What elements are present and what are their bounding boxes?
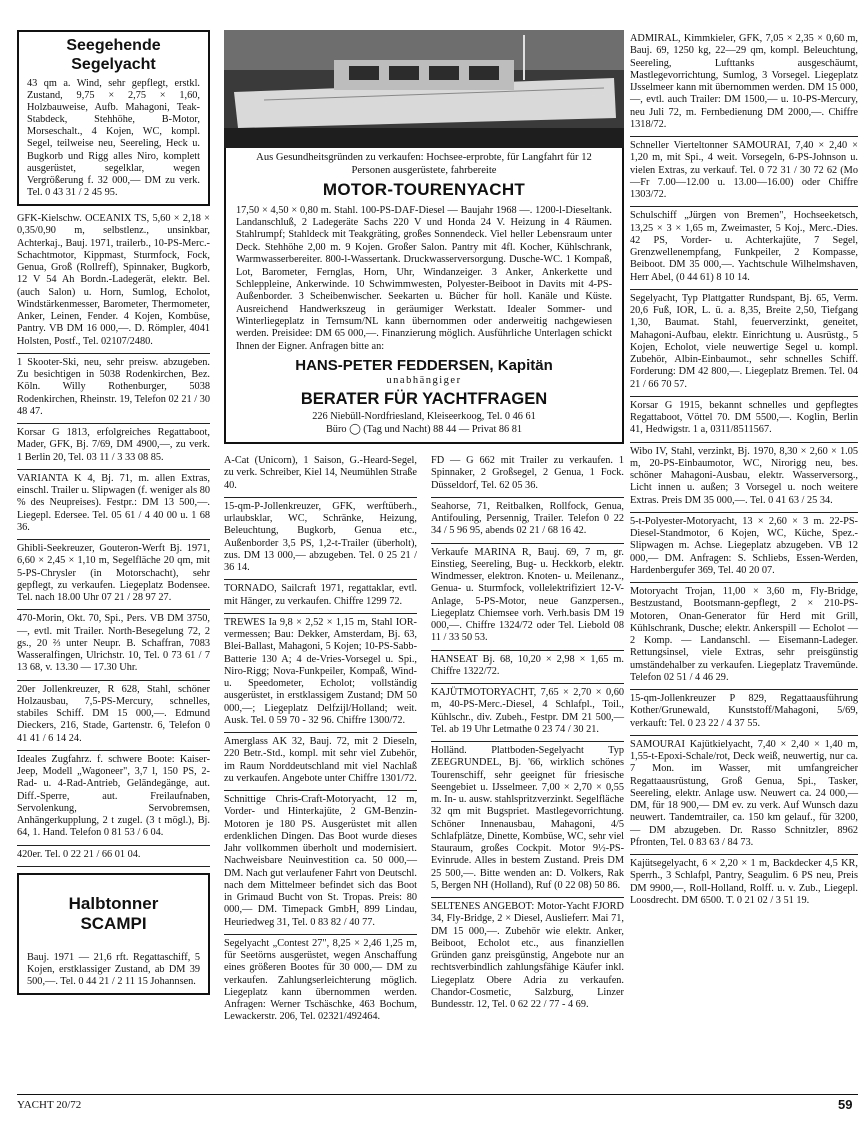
classified-ad [630, 443, 858, 513]
halbtonner-subtitle: SCAMPI [80, 913, 147, 933]
ad-text: Schneller Vierteltonner SAMOURAI, 7,40 × 2,40 × 1,20 m, mit Spi., 4 weit. Vorsegeln, 6-PS-Johnson u. vielen Extras, zu verkauf. Tel. 0 72 31 / 30 72 62 (Mo—Fr 7.00—12.00 u. 13.00—16.00) oder Chiffre 1303/72. [630, 140, 858, 200]
classified-ad [630, 513, 858, 583]
classified-ad [630, 690, 858, 736]
classified-ad [17, 610, 210, 680]
ad-text: Schnittige Chris-Craft-Motoryacht, 12 m, Vorder- und Hinterkajüte, 2 GM-Benzin-Motoren je 180 PS. Ausgerüstet mit allen erdenklichen Dingen. Das Boot wurde dieses Jahr vollkommen überholt und modernisiert. Nachweisbare Neuinvestition ca. 50 000,— DM. Nach gut verlaufener Fahrt von Deutschl. nach dem Mittelmeer befindet sich das Boot in Grimaud Bucht von St. Tropas. Preis: 80 000,— DM. Timepack GmbH, 899 Lindau, Heuriedweg 31, Tel. 0 83 82 / 40 77. [224, 794, 417, 928]
classified-ad [224, 452, 417, 498]
ad-box-halbtonner [17, 873, 210, 996]
classified-ad [224, 614, 417, 733]
right-column [630, 30, 858, 912]
ad-text: KAJÜTMOTORYACHT, 7,65 × 2,70 × 0,60 m, 40-PS-Merc.-Diesel, 4 Schlafpl., Toil., Kühlschr., div. Zubeh., Festpr. DM 21 500,— Tel. ab 19 Uhr Letmathe 0 23 74 / 30 21. [431, 687, 624, 735]
classified-ad [630, 137, 858, 207]
classified-ad [17, 751, 210, 846]
classified-ad [17, 354, 210, 424]
ad-text: VARIANTA K 4, Bj. 71, m. allen Extras, einschl. Trailer u. Slipwagen (f. weniger als 80 % des Neupreises). Festpr.: DM 13 500,—. Liegepl. Edersee. Tel. 05 61 / 4 40 00 u. 1 68 36. [17, 472, 210, 533]
classified-ad [431, 544, 624, 651]
classified-ad [17, 424, 210, 470]
magazine-issue: YACHT 20/72 [17, 1099, 82, 1111]
classified-ad [17, 470, 210, 540]
ad-text: 15-qm-Jollenkreuzer P 829, Regattaausführung Kother/Grunewald, Kunststoff/Mahagoni, 5/69, verkauft: Tel. 0 23 22 / 4 37 55. [630, 693, 858, 729]
left-column [17, 30, 210, 999]
ad-text: SAMOURAI Kajütkielyacht, 7,40 × 2,40 × 1,40 m, 1,55-t-Epoxi-Schale/rot, Deck weiß, neuwertig, nur ca. 7 Mon. im Wasser, mit umfangreicher Regattaausrüstung, Groß Genua, Spi., Tasker, Seereling, elektr. Anlage usw. Neuwert ca. 24 000,— DM, für 18 900,— DM ev. zu verk. Auf Wunsch dazu neuwert. Tandemtrailer, ca. 150 km gelauf., für 3200,— DM abzugeben. Dr. Rasso Schnitzler, 8962 Pfronten, Tel. 0 83 63 / 84 73. [630, 738, 858, 848]
classified-ad [431, 651, 624, 685]
motor-unabhaengig: unabhängiger [386, 374, 462, 386]
classified-ad [17, 210, 210, 354]
ad-text: 20er Jollenkreuzer, R 628, Stahl, schöner Holzausbau, 7,5-PS-Mercury, schnelles, stabiles Schiff. DM 15 000,—. Edmund Dieckers, 216, Stade, Gartenstr. 6, Telefon 0 41 41 / 6 14 24. [17, 683, 210, 744]
ad-text: Wibo IV, Stahl, verzinkt, Bj. 1970, 8,30 × 2,60 × 1.05 m, 20-PS-Einbaumotor, WC, Nirorigg neu, bes. schöner Mahagoni-Ausbau, elektr. Wasserversorg., Licht innen u. außen; 3 Vorsegel u. noch weitere Extras. Preis DM 35 000,—. Tel. 0 41 63 / 25 34. [630, 445, 858, 506]
classified-ad [630, 397, 858, 443]
classified-ad [17, 540, 210, 610]
motor-address: 226 Niebüll-Nordfriesland, Kleiseerkoog, Tel. 0 46 61 [312, 411, 536, 423]
ad-text: 1 Skooter-Ski, neu, sehr preisw. abzugeben. Zu besichtigen in 5038 Rodenkirchen, Bez. Köln. Willy Rothenburger, 5038 Rodenkirchen, Rheinstr. 19, Telefon 02 21 / 30 48 47. [17, 356, 210, 417]
classified-ad [431, 452, 624, 498]
ad-text: FD — G 662 mit Trailer zu verkaufen. 1 Spinnaker, 2 Großsegel, 2 Genua, 1 Fock. Düsseldorf, Tel. 62 05 36. [431, 455, 624, 491]
ad-text: Amerglass AK 32, Bauj. 72, mit 2 Dieseln, 220 Betr.-Std., kompl. mit sehr viel Zubehör, im Raum Norddeutschland mit viel Nachlaß zu verkaufen. Angebote unter Chiffre 1301/72. [224, 736, 417, 784]
ad-text: Ghibli-Seekreuzer, Gouteron-Werft Bj. 1971, 6,60 × 2,45 × 1,10 m, Segelfläche 20 qm, mit 5-PS-Chrysler (in Motorschacht), sehr gepflegt, zu verkaufen. Liegeplatz Bodensee. Tel. nach 18.00 Uhr 07 21 / 28 97 27. [17, 543, 210, 604]
motor-title: MOTOR-TOURENYACHT [322, 180, 526, 200]
classified-ad [224, 791, 417, 935]
ad-text: Holländ. Plattboden-Segelyacht Typ ZEEGRUNDEL, Bj. '66, wirklich schönes Tourenschiff, sehr geeignet für friesische Seengebiet u. IJsselmeer. 7,00 × 2,70 × 0,55 m. In- u. ausw. stahlspritzverzinkt. Segelfläche 32 qm mit Bugspriet. Mastlegevorrichtung. Schöner Innenausbau, Mahagoni, 4/5 Schlafplätze, Dinette, Kombüse, WC, sehr viel Stauraum, großes Cockpit. Motor 9½-PS-Evinrude. Alles in bestem Zustand. Preis DM 25 500,—. Bitte wenden an: D. Volkers, Rak 5, Bergen NH (Holland), Ruf (0 22 08) 50 86. [431, 745, 624, 891]
ad-text: Korsar G 1915, bekannt schnelles und gepflegtes Regattaboot, Vöttel 70. DM 5500,—. Koglin, Berlin 41, Hedwigstr. 1 a, 0311/8511567. [630, 399, 858, 436]
ad-text: 15-qm-P-Jollenkreuzer, GFK, werftüberh., urlaubsklar, WC, Schränke, Heizung, Beleuchtung, Bugkorb, Genua etc., Außenborder 3,5 PS, 1,2-t-Trailer (überholt), zus. DM 13 000,— abzugeben. Tel. 0 25 21 / 36 14. [224, 500, 417, 573]
ad-text: Motoryacht Trojan, 11,00 × 3,60 m, Fly-Bridge, Bestzustand, Bootsmann-gepflegt, 2 × 210-PS-Motoren, Onan-Generator für Herd mit Grill, Kühlschrank, Dusche; elektr. Ankerspill — Echolot — 2 Komp. — Landanschl. — Eisemann-Ladeger. Rettungsinsel, viele Extras, sehr preisgünstig umständehalber zu verkaufen. Liegeplatz Travemünde. Telefon 02 51 / 4 46 29. [630, 586, 858, 683]
classified-ad [224, 935, 417, 1029]
ad-text: 5-t-Polyester-Motoryacht, 13 × 2,60 × 3 m. 22-PS-Diesel-Standmotor, 6 Kojen, WC, Küche, Spez.-Slipwagen m. Achse. Liegeplatz abzugeben. VB 12 000,— DM. Anfragen: S. Schliebs, Essen-Werden, Hardenbergufer 369, Tel. 40 20 07. [630, 515, 858, 576]
classified-ad [224, 580, 417, 614]
classified-ad [630, 207, 858, 290]
classified-ad [630, 30, 858, 137]
motor-body: 17,50 × 4,50 × 0,80 m. Stahl. 100-PS-DAF-Diesel — Baujahr 1968 —. 1200-l-Dieseltank. Landanschluß, 2 Ladegeräte Sachs 220 V und Honda 24 V. Heizung in 4 Räumen. Stahlrumpf; Stahldeck mit Teakgräting, großes Sonnendeck. Viel heller Lebensraum unter Deck. Stehhöhe 2,00 m. 9 Kojen. Großer Salon. Pantry mit 4fl. Kocher, Kühlschrank, Warmwasserbereiter. 800-l-Wassertank. Druckwasserversorgung. Dusche-WC. 1 Kompaß, Lot, Barometer, Fernglas, Horn, Uhr, Windanzeiger. 3 Anker, Ankerkette und Schleppleine, Ankerwinde. 10 Schwimmwesten, Polyester-Beiboot in Davits mit 4-PS-Außenborder. 3 Scheibenwischer. Seekarten u. Bücher für holl. Kanäle und Küste. Ausreichend Handwerkszeug in geräumiger Werkstatt. Idealer Sommer- und Winterliegeplatz in Ternsum/NL kann übernommen oder anderweitig nachgewiesen werden. Preisidee: DM 65 000,—. Finanzierung möglich. Ausführliche Unterlagen schickt Ihnen der Eigner. Anfragen bitte an: [236, 204, 612, 352]
classified-ad [630, 855, 858, 912]
ad-text: 470-Morin, Okt. 70, Spi., Pers. VB DM 3750,—, evtl. mit Trailer. North-Besegelung 72, 2 gs., 20 ⅔ unter Neupr. B. Schaffran, 7083 Wasseralfingen, Ulrichstr. 10, Tel. 0 73 61 / 7 13 68, v. 13.30 — 17.30 Uhr. [17, 613, 210, 674]
middle-subcolumns [224, 452, 624, 1029]
middle-column [224, 30, 624, 1029]
middle-left-subcolumn [224, 452, 417, 1029]
footer-rule [17, 1094, 858, 1095]
ad-box-title: Seegehende Segelyacht [66, 37, 161, 73]
ad-text: ADMIRAL, Kimmkieler, GFK, 7,05 × 2,35 × 0,60 m, Bauj. 69, 1250 kg, 22—29 qm, kompl. Beleuchtung, Seereling, Lufttanks ausgeschäumt, Mastlegevorrichtung, Sumlog, 3 Vorsegel. Liegeplatz IJsselmeer kann mit übernommen werden. DM 15 000,—, evtl. auch Trailer: DM 1500,— u. 10-PS-Mercury, neu Juli 72, m. Fernbedienung DM 2000,—. Chiffre 1318/72. [630, 33, 858, 130]
classified-ad [224, 733, 417, 791]
ad-box-segelyacht [17, 30, 210, 206]
motor-contact-name: HANS-PETER FEDDERSEN, Kapitän [295, 356, 553, 374]
classified-ad [17, 681, 210, 751]
motor-phone: Büro ◯ (Tag und Nacht) 88 44 — Privat 86 81 [325, 423, 523, 435]
classified-ad [630, 583, 858, 690]
page-number: 59 [838, 1097, 853, 1112]
ad-text: HANSEAT Bj. 68, 10,20 × 2,98 × 1,65 m. Chiffre 1322/72. [431, 653, 624, 677]
classified-ad [431, 498, 624, 544]
halbtonner-text: Bauj. 1971 — 21,6 rft. Regattaschiff, 5 Kojen, erstklassiger Zustand, ab DM 39 500,—. Tel. 0 44 21 / 2 11 15 Johannsen. [27, 952, 200, 988]
ad-box-text: 43 qm a. Wind, sehr gepflegt, erstkl. Zustand, 9,75 × 2,75 × 1,60, Holzbauweise, Aufb. Mahagoni, Teak-Stabdeck, Stehhöhe, B-Motor, Morseschalt., 4 Kojen, WC, kompl. Segel, teilweise neu, Seereling, Heck u. Bugkorb und Rigg alles Niro, komplett ausgerüstet, segelklar, wegen Vergrößerung f. 32 000,— DM zu verk. Tel. 0 43 31 / 2 45 95. [27, 77, 200, 199]
motor-berater: BERATER FÜR YACHTFRAGEN [300, 389, 548, 408]
ad-text: TORNADO, Sailcraft 1971, regattaklar, evtl. mit Hänger, zu verkaufen. Chiffre 1299 72. [224, 583, 417, 607]
ad-text: Kajütsegelyacht, 6 × 2,20 × 1 m, Backdecker 4,5 KR, Sperrh., 3 Schlafpl, Pantry, Seagulim. 6 PS neu, Preis DM 9900,—, Roll-Holland, Rolff. u. v. Zub., Liegepl. Loosdrecht. DM 6500. T. 0 21 02 / 3 51 19. [630, 858, 858, 906]
ad-text: Korsar G 1813, erfolgreiches Regattaboot, Mader, GFK, Bj. 7/69, DM 4900,—, zu verk. 1 Berlin 20, Tel. 03 11 / 3 33 08 85. [17, 427, 210, 463]
halbtonner-title: Halbtonner [68, 893, 159, 913]
ad-text: Segelyacht „Contest 27", 8,25 × 2,46 1,25 m, für Seetörns ausgerüstet, wegen Anschaffung eines größeren Bootes für 30 000,— DM zu verkaufen. Zahlungserleichterung möglich. Liegeplatz kann übernommen werden. Anfragen: Werner Tschäschke, 463 Bochum, Lewackerstr. 206, Tel. 02321/492464. [224, 937, 417, 1023]
ad-text: Verkaufe MARINA R, Bauj. 69, 7 m, gr. Einstieg, Seereling, Bug- u. Heckkorb, elektr. Windmesser, elektron. Knoten- u. Meilenanz., Genua- u. Sturmfock, vollelektrifiziert 12-V-Anlage, 5-PS-Motor, neue Ganzpersen., Liegeplatz Chiemsee vorh. Verh.basis DM 19 000,—. Chiffre 1324/72 oder Tel. Liebold 08 11 / 33 50 53. [431, 546, 624, 644]
ad-text: Seahorse, 71, Reitbalken, Rollfock, Genua, Antifouling, Persennig, Trailer. Telefon 0 22 34 / 5 96 95, abends 02 21 / 68 16 42. [431, 500, 624, 537]
ad-text: Ideales Zugfahrz. f. schwere Boote: Kaiser-Jeep, Modell „Wagoneer", 3,7 l, 150 PS, 2-Rad- u. 4-Rad-Antrieb, Geländegänge, aut. Diff.-Sperre, aut. Freilaufnaben, Servolenkung, Servobremsen, Anhängerkupplung, 2 t zugel. (3 t mögl.), Bj. 64, 1. Hand. Telefon 0 81 53 / 6 04. [17, 753, 210, 839]
ad-text: A-Cat (Unicorn), 1 Saison, G.-Heard-Segel, zu verk. Schreiber, Kiel 14, Neumühlen Straße 40. [224, 455, 417, 491]
ad-text: TREWES Ia 9,8 × 2,52 × 1,15 m, Stahl IOR-vermessen; Bau: Dekker, Amsterdam, Bj. 63, Blei-Ballast, Mahagoni, 5 Kojen; 10-PS-Sabb-Batterie 130 A; 4 de-Vries-Vorsegel u. Spi., Niro-Rigg; Nova-Funkpeiler, Kompaß, Wind- u. Speedometer, Echolot; vollständig ausgerüstet, in erstklassigem Zustand; DM 50 000,—; Liegeplatz Delfzijl/Holland; weit. Ausk. Tel. 0 59 70 - 32 96. Chiffre 1300/72. [224, 616, 417, 726]
classified-ad [431, 742, 624, 898]
ad-text: SELTENES ANGEBOT: Motor-Yacht FJORD 34, Fly-Bridge, 2 × Diesel, Auslieferг. Mai 71, DM 15 000,—. Zubehör wie elektr. Anker, Beiboot, Echolot etc., aus finanziellen Gründen ganz preisgünstig, Angebote nur an rechtsverbindlich zahlungsfähige Käufer inkl. Liegeplatz Obere Adria zu verkaufen. Chandor-Cosmetic, Salzburg, Linzer Bundesstr. 12, Tel. 0 62 22 / 77 - 4 69. [431, 901, 624, 1010]
classified-ad [630, 290, 858, 397]
ad-text: GFK-Kielschw. OCEANIX TS, 5,60 × 2,18 × 0,35/0,90 m, selbstlenz., unsinkbar, Achterkaj., Bauj. 1971, trailerb., 10-PS-Merc.-Schachtmotor, Kippmast, Sturmfock, Fock, Genua, Groß (Rollreff), Spinnaker, Bugkorb, 12 V 54 Ah Bordn.-Ladegerät, elektr. Bel. (auch Salon) u. Horn, Sumlog, Echolot, Windstärkenmesser, Barometer, Thermometer, Anker, Leinen, Fender. 4 Kojen, Kombüse, Pantry. VB DM 16 000,—. D. Römpler, 4041 Holsten, Postf., Tel. 02107/2480. [17, 213, 210, 347]
ad-text: 420er. Tel. 0 22 21 / 66 01 04. [17, 848, 141, 860]
classified-ad [431, 898, 624, 1016]
middle-right-subcolumn [431, 452, 624, 1029]
ad-text: Schulschiff „Jürgen von Bremen", Hochseeketsch, 13,25 × 3 × 1,65 m, Zweimaster, 5 Koj., Merc.-Dies. 42 PS, Vorder- u. Achterkajüte, 7 Segel, Grenzwellenempfang, Funkpeiler, 2 Kompasse, Beiboot. DM 35 000,—. Yachtschule Wilhelmshaven, Herr Abel, (0 44 61) 8 10 14. [630, 210, 858, 283]
classified-ad [17, 846, 210, 867]
classified-ad [630, 736, 858, 855]
classified-ad [224, 498, 417, 581]
ad-text: Segelyacht, Typ Plattgatter Rundspant, Bj. 65, Verm. 20,6 Fuß, IOR, L. ü. a. 8,35, Breite 2,50, Tiefgang 1,30, Baumat. Stahl, feuerverzinkt, geneitet, Mahagoni-Aufbau, elektr. Einrichtung u. Ausrüstg., 5 Kojen, Echolot, viele neuwertige Segel u. kompl. Zubehör, Albin-Einbaumot., sehr schnelles Schiff. Forderung: DM 42 800,—. Liegeplatz Bremen. Tel. 04 21 / 66 70 57. [630, 292, 858, 390]
classified-ad [431, 684, 624, 742]
yacht-photo [224, 30, 624, 148]
motor-intro: Aus Gesundheitsgründen zu verkaufen: Hochsee-erprobte, für Langfahrt für 12 Personen ausgerüstete, fahrbereite [256, 152, 592, 176]
motor-yacht-ad [224, 148, 624, 444]
